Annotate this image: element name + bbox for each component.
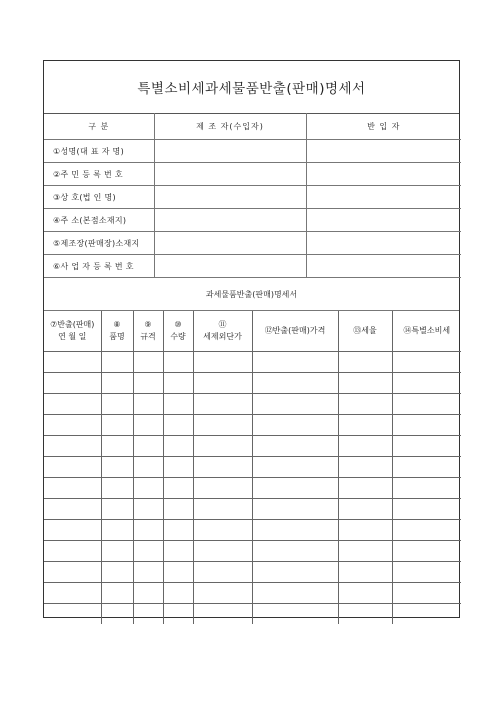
table-cell[interactable] bbox=[338, 394, 392, 415]
carrier-header: 반 입 자 bbox=[306, 113, 461, 140]
info-row-business-number bbox=[44, 255, 461, 278]
table-cell[interactable] bbox=[392, 583, 461, 604]
table-cell[interactable] bbox=[252, 436, 338, 457]
table-cell[interactable] bbox=[193, 373, 252, 394]
table-cell[interactable] bbox=[133, 457, 163, 478]
manufacturer-resident-number-cell[interactable] bbox=[154, 163, 306, 186]
table-row bbox=[44, 415, 461, 436]
table-cell[interactable] bbox=[133, 604, 163, 625]
table-cell[interactable] bbox=[163, 352, 193, 373]
col-header-unit-price-line1: ⑪ bbox=[218, 320, 227, 329]
table-cell[interactable] bbox=[44, 415, 101, 436]
table-cell[interactable] bbox=[101, 373, 133, 394]
table-cell[interactable] bbox=[133, 541, 163, 562]
carrier-resident-number-cell[interactable] bbox=[306, 163, 461, 186]
table-cell[interactable] bbox=[44, 373, 101, 394]
col-header-spec-line1: ⑨ bbox=[144, 320, 152, 329]
table-cell[interactable] bbox=[101, 457, 133, 478]
table-cell[interactable] bbox=[193, 457, 252, 478]
table-cell[interactable] bbox=[193, 415, 252, 436]
table-cell[interactable] bbox=[163, 583, 193, 604]
table-cell[interactable] bbox=[101, 541, 133, 562]
table-cell[interactable] bbox=[44, 541, 101, 562]
table-cell[interactable] bbox=[338, 562, 392, 583]
table-cell[interactable] bbox=[252, 478, 338, 499]
info-row-address bbox=[44, 209, 461, 232]
table-cell[interactable] bbox=[193, 604, 252, 625]
info-label-factory-location: ⑤제조장(판매장)소재지 bbox=[44, 232, 154, 255]
table-cell[interactable] bbox=[133, 415, 163, 436]
table-cell[interactable] bbox=[252, 562, 338, 583]
col-header-special-tax-line1: ⑭특별소비세 bbox=[403, 326, 451, 335]
table-row bbox=[44, 394, 461, 415]
table-cell[interactable] bbox=[101, 562, 133, 583]
table-cell[interactable] bbox=[44, 520, 101, 541]
table-cell[interactable] bbox=[101, 394, 133, 415]
table-cell[interactable] bbox=[163, 478, 193, 499]
col-header-special-tax bbox=[392, 311, 461, 352]
table-row bbox=[44, 562, 461, 583]
table-cell[interactable] bbox=[133, 520, 163, 541]
table-cell[interactable] bbox=[392, 562, 461, 583]
carrier-address-cell[interactable] bbox=[306, 209, 461, 232]
manufacturer-name-cell[interactable] bbox=[154, 140, 306, 163]
table-cell[interactable] bbox=[392, 394, 461, 415]
table-row bbox=[44, 436, 461, 457]
table-cell[interactable] bbox=[193, 520, 252, 541]
col-header-date-line2: 연 월 일 bbox=[58, 332, 87, 341]
table-cell[interactable] bbox=[193, 478, 252, 499]
table-cell[interactable] bbox=[252, 583, 338, 604]
table-cell[interactable] bbox=[252, 499, 338, 520]
col-header-spec bbox=[133, 311, 163, 352]
table-cell[interactable] bbox=[163, 499, 193, 520]
table-cell[interactable] bbox=[101, 415, 133, 436]
table-cell[interactable] bbox=[101, 478, 133, 499]
table-cell[interactable] bbox=[338, 478, 392, 499]
manufacturer-address-cell[interactable] bbox=[154, 209, 306, 232]
info-label-business-number: ⑥사 업 자 등 록 번 호 bbox=[44, 255, 154, 278]
table-cell[interactable] bbox=[338, 499, 392, 520]
table-cell[interactable] bbox=[392, 436, 461, 457]
info-label-name: ①성명(대 표 자 명) bbox=[44, 140, 154, 163]
detail-header-row bbox=[44, 311, 461, 352]
table-cell[interactable] bbox=[44, 478, 101, 499]
table-row bbox=[44, 583, 461, 604]
detail-section-title: 과세물품반출(판매)명세서 bbox=[44, 279, 459, 311]
col-header-price bbox=[252, 311, 338, 352]
table-cell[interactable] bbox=[392, 541, 461, 562]
table-cell[interactable] bbox=[101, 520, 133, 541]
col-header-price-line1: ⑫반출(판매)가격 bbox=[264, 326, 326, 335]
table-cell[interactable] bbox=[163, 394, 193, 415]
table-cell[interactable] bbox=[44, 499, 101, 520]
table-cell[interactable] bbox=[101, 583, 133, 604]
table-cell[interactable] bbox=[133, 373, 163, 394]
table-cell[interactable] bbox=[193, 436, 252, 457]
category-header: 구 분 bbox=[44, 113, 154, 140]
info-row-factory-location bbox=[44, 232, 461, 255]
table-cell[interactable] bbox=[252, 457, 338, 478]
table-cell[interactable] bbox=[133, 394, 163, 415]
table-row bbox=[44, 604, 461, 625]
info-row-name bbox=[44, 140, 461, 163]
table-row bbox=[44, 457, 461, 478]
info-row-company-name bbox=[44, 186, 461, 209]
table-row bbox=[44, 541, 461, 562]
table-cell[interactable] bbox=[163, 415, 193, 436]
col-header-unit-price bbox=[193, 311, 252, 352]
info-label-resident-number: ②주 민 등 록 번 호 bbox=[44, 163, 154, 186]
table-cell[interactable] bbox=[338, 541, 392, 562]
table-cell[interactable] bbox=[392, 415, 461, 436]
table-cell[interactable] bbox=[252, 520, 338, 541]
table-cell[interactable] bbox=[392, 604, 461, 625]
table-cell[interactable] bbox=[133, 478, 163, 499]
col-header-item-line2: 품명 bbox=[109, 332, 125, 341]
table-cell[interactable] bbox=[44, 394, 101, 415]
table-cell[interactable] bbox=[252, 352, 338, 373]
form-title: 특별소비세과세물품반출(판매)명세서 bbox=[44, 61, 459, 114]
table-cell[interactable] bbox=[338, 457, 392, 478]
col-header-item bbox=[101, 311, 133, 352]
table-cell[interactable] bbox=[193, 583, 252, 604]
col-header-date bbox=[44, 311, 101, 352]
table-cell[interactable] bbox=[338, 415, 392, 436]
table-row bbox=[44, 520, 461, 541]
table-cell[interactable] bbox=[338, 520, 392, 541]
table-cell[interactable] bbox=[338, 352, 392, 373]
table-cell[interactable] bbox=[193, 562, 252, 583]
table-cell[interactable] bbox=[193, 499, 252, 520]
carrier-factory-location-cell[interactable] bbox=[306, 232, 461, 255]
table-cell[interactable] bbox=[193, 541, 252, 562]
table-cell[interactable] bbox=[338, 583, 392, 604]
table-cell[interactable] bbox=[101, 499, 133, 520]
col-header-date-line1: ⑦반출(판매) bbox=[50, 320, 95, 329]
table-cell[interactable] bbox=[392, 520, 461, 541]
table-cell[interactable] bbox=[392, 457, 461, 478]
table-cell[interactable] bbox=[163, 562, 193, 583]
table-cell[interactable] bbox=[133, 562, 163, 583]
tax-form bbox=[43, 60, 460, 618]
table-cell[interactable] bbox=[193, 394, 252, 415]
table-cell[interactable] bbox=[252, 604, 338, 625]
table-row bbox=[44, 373, 461, 394]
table-cell[interactable] bbox=[252, 373, 338, 394]
manufacturer-company-name-cell[interactable] bbox=[154, 186, 306, 209]
table-cell[interactable] bbox=[392, 352, 461, 373]
table-cell[interactable] bbox=[252, 415, 338, 436]
carrier-name-cell[interactable] bbox=[306, 140, 461, 163]
table-cell[interactable] bbox=[101, 352, 133, 373]
col-header-spec-line2: 규격 bbox=[140, 332, 156, 341]
carrier-business-number-cell[interactable] bbox=[306, 255, 461, 278]
table-cell[interactable] bbox=[193, 352, 252, 373]
table-cell[interactable] bbox=[133, 583, 163, 604]
table-cell[interactable] bbox=[101, 436, 133, 457]
table-row bbox=[44, 499, 461, 520]
table-cell[interactable] bbox=[163, 373, 193, 394]
carrier-company-name-cell[interactable] bbox=[306, 186, 461, 209]
table-cell[interactable] bbox=[392, 373, 461, 394]
col-header-unit-price-line2: 세제외단가 bbox=[203, 332, 242, 341]
table-cell[interactable] bbox=[133, 352, 163, 373]
col-header-tax-rate-line1: ⑬세율 bbox=[353, 326, 377, 335]
table-cell[interactable] bbox=[133, 436, 163, 457]
col-header-quantity bbox=[163, 311, 193, 352]
table-cell[interactable] bbox=[252, 541, 338, 562]
table-cell[interactable] bbox=[338, 436, 392, 457]
table-cell[interactable] bbox=[163, 604, 193, 625]
info-label-address: ④주 소(본점소재지) bbox=[44, 209, 154, 232]
table-cell[interactable] bbox=[338, 604, 392, 625]
col-header-tax-rate bbox=[338, 311, 392, 352]
table-cell[interactable] bbox=[392, 478, 461, 499]
table-row bbox=[44, 352, 461, 373]
manufacturer-header: 제 조 자(수입자) bbox=[154, 113, 306, 140]
table-cell[interactable] bbox=[163, 520, 193, 541]
col-header-quantity-line1: ⑩ bbox=[174, 320, 182, 329]
manufacturer-business-number-cell[interactable] bbox=[154, 255, 306, 278]
table-cell[interactable] bbox=[44, 436, 101, 457]
table-cell[interactable] bbox=[44, 457, 101, 478]
table-cell[interactable] bbox=[392, 499, 461, 520]
table-cell[interactable] bbox=[163, 457, 193, 478]
table-cell[interactable] bbox=[44, 352, 101, 373]
party-info-table bbox=[44, 113, 461, 278]
table-cell[interactable] bbox=[133, 499, 163, 520]
table-row bbox=[44, 478, 461, 499]
table-cell[interactable] bbox=[163, 541, 193, 562]
table-cell[interactable] bbox=[338, 373, 392, 394]
manufacturer-factory-location-cell[interactable] bbox=[154, 232, 306, 255]
table-cell[interactable] bbox=[44, 562, 101, 583]
table-cell[interactable] bbox=[44, 604, 101, 625]
table-cell[interactable] bbox=[163, 436, 193, 457]
table-cell[interactable] bbox=[101, 604, 133, 625]
info-row-resident-number bbox=[44, 163, 461, 186]
col-header-quantity-line2: 수량 bbox=[170, 332, 186, 341]
col-header-item-line1: ⑧ bbox=[113, 320, 121, 329]
shipment-detail-table bbox=[44, 311, 461, 624]
table-cell[interactable] bbox=[252, 394, 338, 415]
party-info-header-row bbox=[44, 113, 461, 140]
table-cell[interactable] bbox=[44, 583, 101, 604]
info-label-company-name: ③상 호(법 인 명) bbox=[44, 186, 154, 209]
